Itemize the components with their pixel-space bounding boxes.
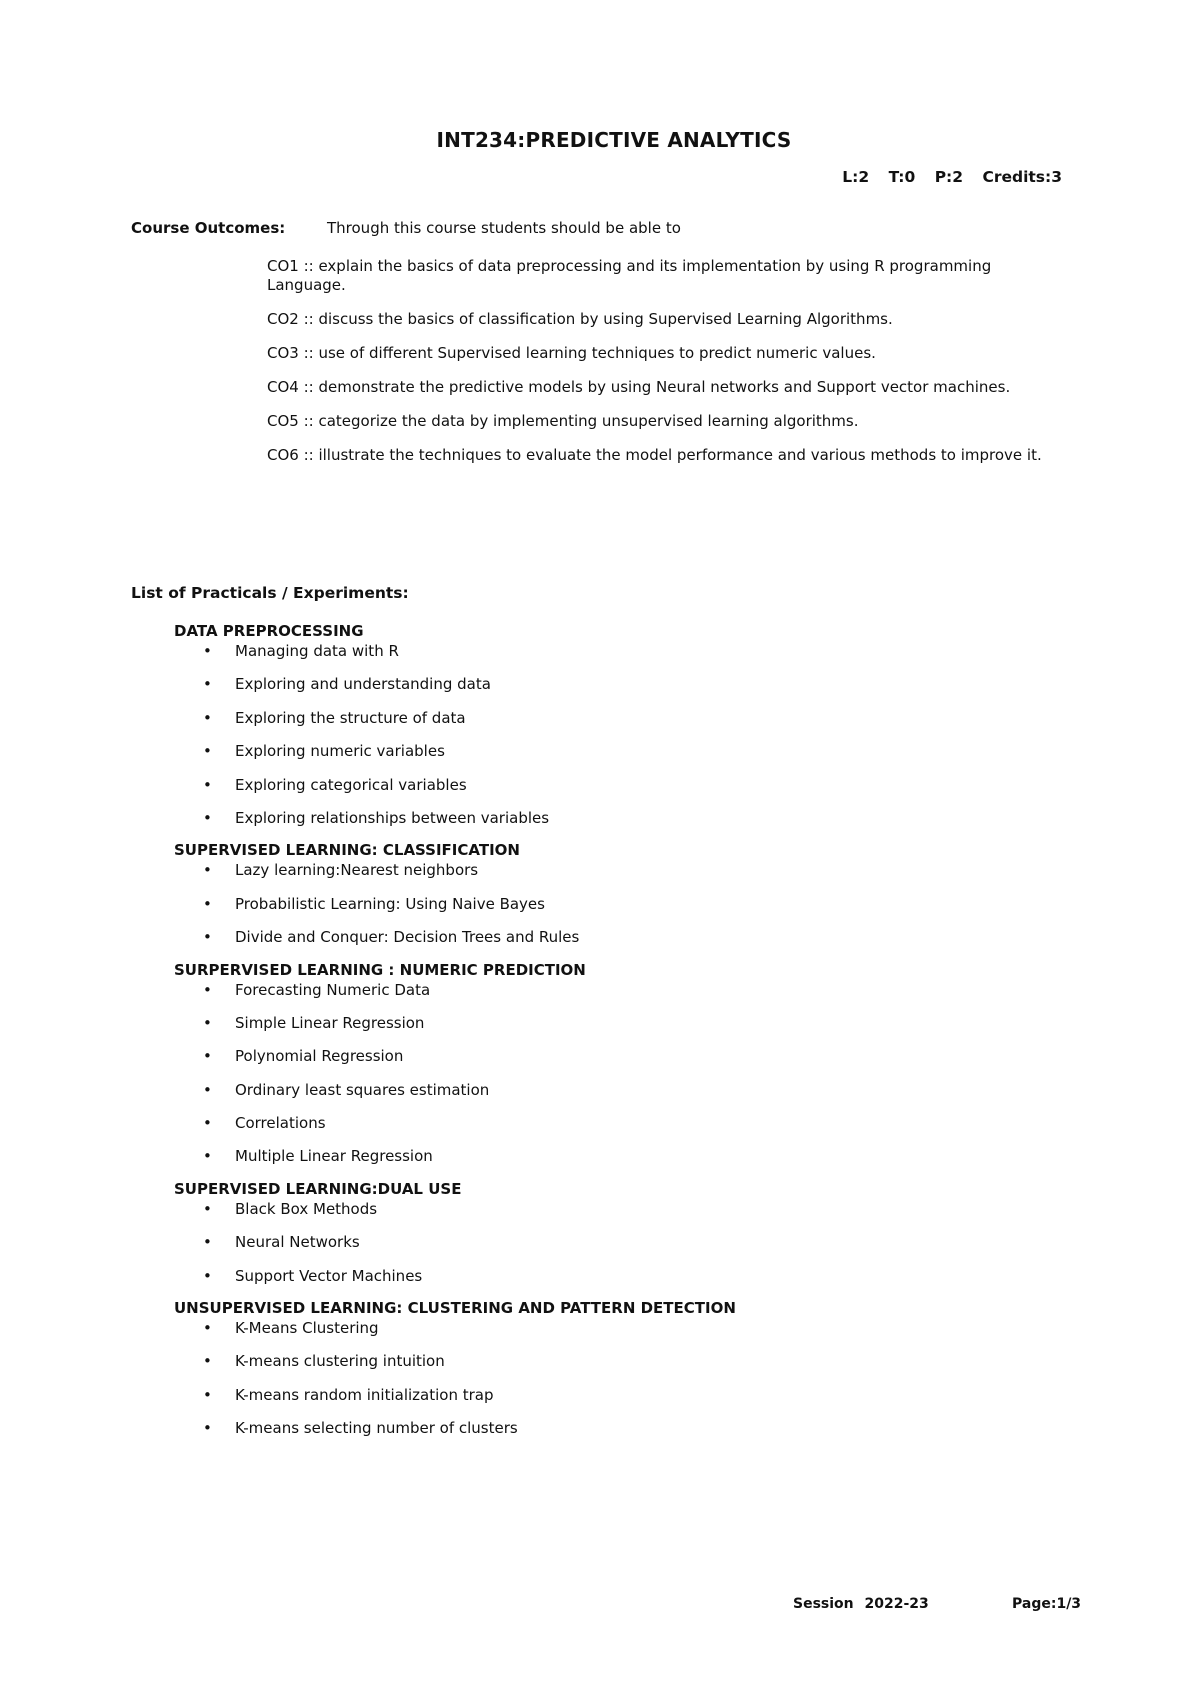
list-item-label: K-Means Clustering: [235, 1319, 379, 1338]
bullet-icon: •: [203, 1080, 212, 1099]
bullet-icon: •: [203, 1319, 212, 1338]
practical-group-items: [174, 1199, 1074, 1299]
bullet-icon: •: [203, 1013, 212, 1032]
practical-group: [174, 1299, 1074, 1452]
bullet-icon: •: [203, 928, 212, 947]
page-number: Page:1/3: [1012, 1596, 1082, 1612]
list-item-label: Managing data with R: [235, 642, 399, 660]
practical-group-items: [174, 860, 1074, 960]
list-item-label: K-means random initialization trap: [235, 1385, 494, 1404]
list-item: [174, 708, 1074, 741]
list-item: [174, 741, 1074, 774]
list-item-label: Correlations: [235, 1114, 326, 1133]
practical-group-title: UNSUPERVISED LEARNING: CLUSTERING AND PATTERN DETECTION: [174, 1299, 736, 1318]
list-item-label: Probabilistic Learning: Using Naive Bayes: [235, 894, 545, 913]
list-item: [174, 808, 1074, 841]
bullet-icon: •: [203, 1352, 212, 1371]
list-item-label: K-means selecting number of clusters: [235, 1419, 518, 1438]
course-outcome-item: CO1 :: explain the basics of data preprocessing and its implementation by using R programming Language.: [267, 257, 992, 294]
list-item: [174, 674, 1074, 707]
list-item-label: Support Vector Machines: [235, 1266, 423, 1285]
list-item: [174, 1080, 1074, 1113]
course-outcomes-label: Course Outcomes:: [131, 219, 286, 237]
list-item: [174, 894, 1074, 927]
bullet-icon: •: [203, 675, 212, 694]
practical-group-items: [174, 980, 1074, 1180]
practical-group: [174, 961, 1074, 1180]
course-outcome-item: CO6 :: illustrate the techniques to evaluate the model performance and various methods to improve it.: [267, 446, 1042, 464]
list-item-label: Exploring categorical variables: [235, 775, 467, 794]
credit-count: Credits:3: [982, 168, 1062, 186]
bullet-icon: •: [203, 642, 212, 660]
list-item-label: Black Box Methods: [235, 1199, 378, 1218]
list-item-label: Lazy learning:Nearest neighbors: [235, 861, 479, 880]
list-item: [174, 1385, 1074, 1418]
bullet-icon: •: [203, 1385, 212, 1404]
bullet-icon: •: [203, 980, 212, 999]
bullet-icon: •: [203, 1047, 212, 1066]
practical-group-title: SUPERVISED LEARNING:DUAL USE: [174, 1179, 462, 1198]
session-label: Session 2022-23: [793, 1596, 929, 1612]
bullet-icon: •: [203, 742, 212, 761]
course-outcomes-intro: Through this course students should be able to: [327, 219, 681, 237]
course-outcome-item: CO5 :: categorize the data by implementing unsupervised learning algorithms.: [267, 412, 859, 430]
lecture-hours: L:2: [842, 168, 870, 186]
list-item: [174, 1318, 1074, 1351]
list-item: [174, 775, 1074, 808]
bullet-icon: •: [203, 775, 212, 794]
list-item-label: Divide and Conquer: Decision Trees and Rules: [235, 928, 580, 947]
course-title: INT234:PREDICTIVE ANALYTICS: [436, 128, 792, 152]
list-item: [174, 927, 1074, 960]
practical-hours: P:2: [934, 168, 964, 186]
list-item-label: Forecasting Numeric Data: [235, 980, 431, 999]
practicals-list: [174, 622, 1074, 1452]
tutorial-hours: T:0: [888, 168, 916, 186]
practical-group-title: SURPERVISED LEARNING : NUMERIC PREDICTION: [174, 960, 586, 979]
course-outcome-item: CO3 :: use of different Supervised learning techniques to predict numeric values.: [267, 344, 876, 362]
bullet-icon: •: [203, 1114, 212, 1133]
practical-group-items: [174, 641, 1074, 841]
bullet-icon: •: [203, 1147, 212, 1166]
list-item-label: Exploring numeric variables: [235, 742, 445, 761]
bullet-icon: •: [203, 1419, 212, 1438]
practical-group-title: SUPERVISED LEARNING: CLASSIFICATION: [174, 841, 520, 860]
bullet-icon: •: [203, 808, 212, 827]
list-item: [174, 1266, 1074, 1299]
list-item: [174, 641, 1074, 674]
list-item-label: K-means clustering intuition: [235, 1352, 445, 1371]
list-item-label: Simple Linear Regression: [235, 1013, 425, 1032]
list-item-label: Exploring and understanding data: [235, 675, 491, 694]
bullet-icon: •: [203, 1266, 212, 1285]
bullet-icon: •: [203, 708, 212, 727]
credits-line: [842, 168, 1062, 186]
list-item-label: Polynomial Regression: [235, 1047, 404, 1066]
practical-group: [174, 622, 1074, 841]
bullet-icon: •: [203, 861, 212, 880]
list-item: [174, 1046, 1074, 1079]
list-item-label: Neural Networks: [235, 1233, 360, 1252]
practical-group: [174, 1180, 1074, 1299]
list-item-label: Ordinary least squares estimation: [235, 1080, 490, 1099]
list-item-label: Multiple Linear Regression: [235, 1147, 433, 1166]
course-outcomes-list: [267, 257, 1067, 480]
bullet-icon: •: [203, 1233, 212, 1252]
list-item-label: Exploring the structure of data: [235, 708, 466, 727]
list-item: [174, 980, 1074, 1013]
bullet-icon: •: [203, 894, 212, 913]
bullet-icon: •: [203, 1199, 212, 1218]
practical-group-title: DATA PREPROCESSING: [174, 622, 364, 640]
course-outcome-item: CO2 :: discuss the basics of classification by using Supervised Learning Algorithms.: [267, 310, 893, 328]
list-item: [174, 1232, 1074, 1265]
list-item: [174, 1146, 1074, 1179]
list-item: [174, 1113, 1074, 1146]
list-item: [174, 1418, 1074, 1451]
practical-group-items: [174, 1318, 1074, 1452]
list-item: [174, 1351, 1074, 1384]
list-item: [174, 1013, 1074, 1046]
list-item: [174, 860, 1074, 893]
practicals-label: List of Practicals / Experiments:: [131, 584, 409, 602]
list-item: [174, 1199, 1074, 1232]
course-outcome-item: CO4 :: demonstrate the predictive models by using Neural networks and Support vector machines.: [267, 378, 1011, 396]
practical-group: [174, 841, 1074, 960]
list-item-label: Exploring relationships between variables: [235, 808, 550, 827]
